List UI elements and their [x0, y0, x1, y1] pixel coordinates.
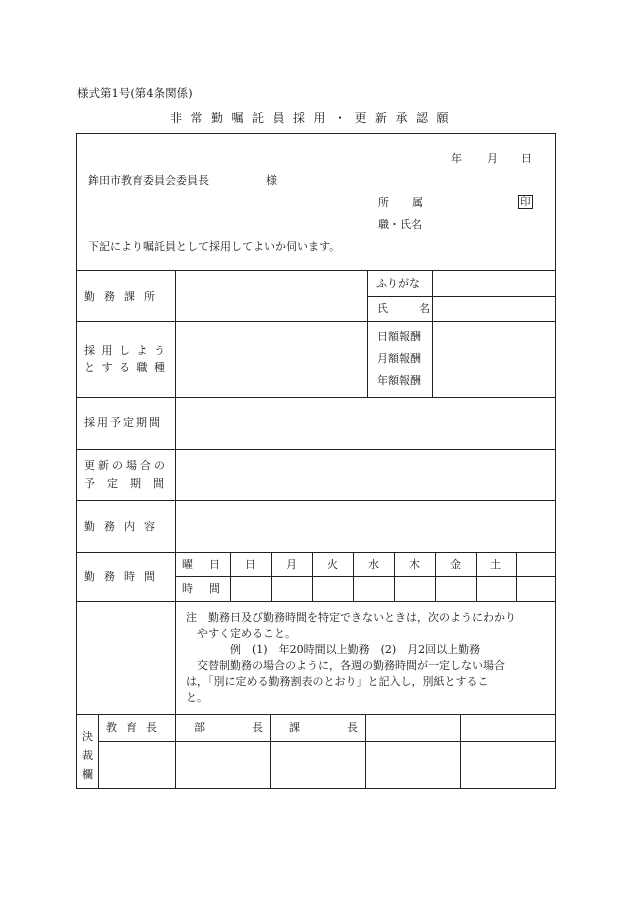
weekday-sat: 土: [490, 558, 501, 571]
addressee-name: 鉾田市教育委員会委員長: [88, 174, 209, 187]
date-year: 年: [451, 152, 462, 165]
weekday-fri: 金: [450, 558, 461, 571]
request-text: 下記により嘱託員として採用してよいか伺います。: [88, 240, 341, 253]
date-month: 月: [487, 152, 498, 165]
approval-label-1: 決: [82, 730, 93, 743]
note-line-5: は，「別に定める勤務割表のとおり」と記入し，別紙とするこ: [186, 675, 489, 688]
label-weekday: 曜日: [182, 558, 236, 571]
approval-education-chief: 教育長: [106, 721, 166, 734]
date-day: 日: [521, 152, 532, 165]
weekday-tue: 火: [327, 558, 338, 571]
weekday-mon: 月: [286, 558, 297, 571]
label-name: 氏 名: [377, 302, 440, 315]
approval-label-3: 欄: [82, 768, 93, 781]
label-pay-monthly: 月額報酬: [377, 352, 421, 365]
note-line-3: 例 (1) 年20時間以上勤務 (2) 月2回以上勤務: [230, 643, 481, 656]
label-position-line2: とする職種: [84, 361, 172, 374]
applicant-name-label: 職・氏名: [378, 218, 422, 231]
addressee-honorific: 様: [266, 174, 277, 187]
label-work-section: 勤務課所: [84, 290, 164, 303]
label-hours: 時間: [182, 582, 236, 595]
label-pay-daily: 日額報酬: [377, 330, 421, 343]
form-number: 様式第1号(第4条関係): [77, 86, 193, 100]
applicant-dept-label: 所 属: [378, 196, 429, 209]
weekday-wed: 水: [368, 558, 379, 571]
label-period: 採用予定期間: [84, 416, 162, 429]
approval-director: 部 長: [194, 721, 281, 734]
label-duties: 勤務内容: [84, 520, 164, 533]
approval-label-2: 裁: [82, 749, 93, 762]
note-line-4: 交替制勤務の場合のように，各週の勤務時間が一定しない場合: [197, 659, 505, 672]
note-line-6: と。: [186, 691, 208, 704]
label-pay-yearly: 年額報酬: [377, 374, 421, 387]
label-position-line1: 採用しよう: [84, 344, 172, 357]
approval-manager: 課 長: [289, 721, 376, 734]
note-line-1: 注 勤務日及び勤務時間を特定できないときは，次のようにわかり: [186, 611, 516, 624]
label-furigana: ふりがな: [376, 277, 420, 290]
label-renewal-line1: 更新の場合の: [84, 459, 168, 472]
document-title: 非常勤嘱託員採用・更新承認願: [170, 111, 458, 125]
weekday-sun: 日: [245, 558, 256, 571]
label-renewal-line2: 予定期間: [84, 477, 176, 490]
note-line-2: やすく定めること。: [197, 627, 296, 640]
weekday-thu: 木: [409, 558, 420, 571]
label-work-hours: 勤務時間: [84, 570, 164, 583]
seal-mark: 印: [520, 196, 531, 208]
